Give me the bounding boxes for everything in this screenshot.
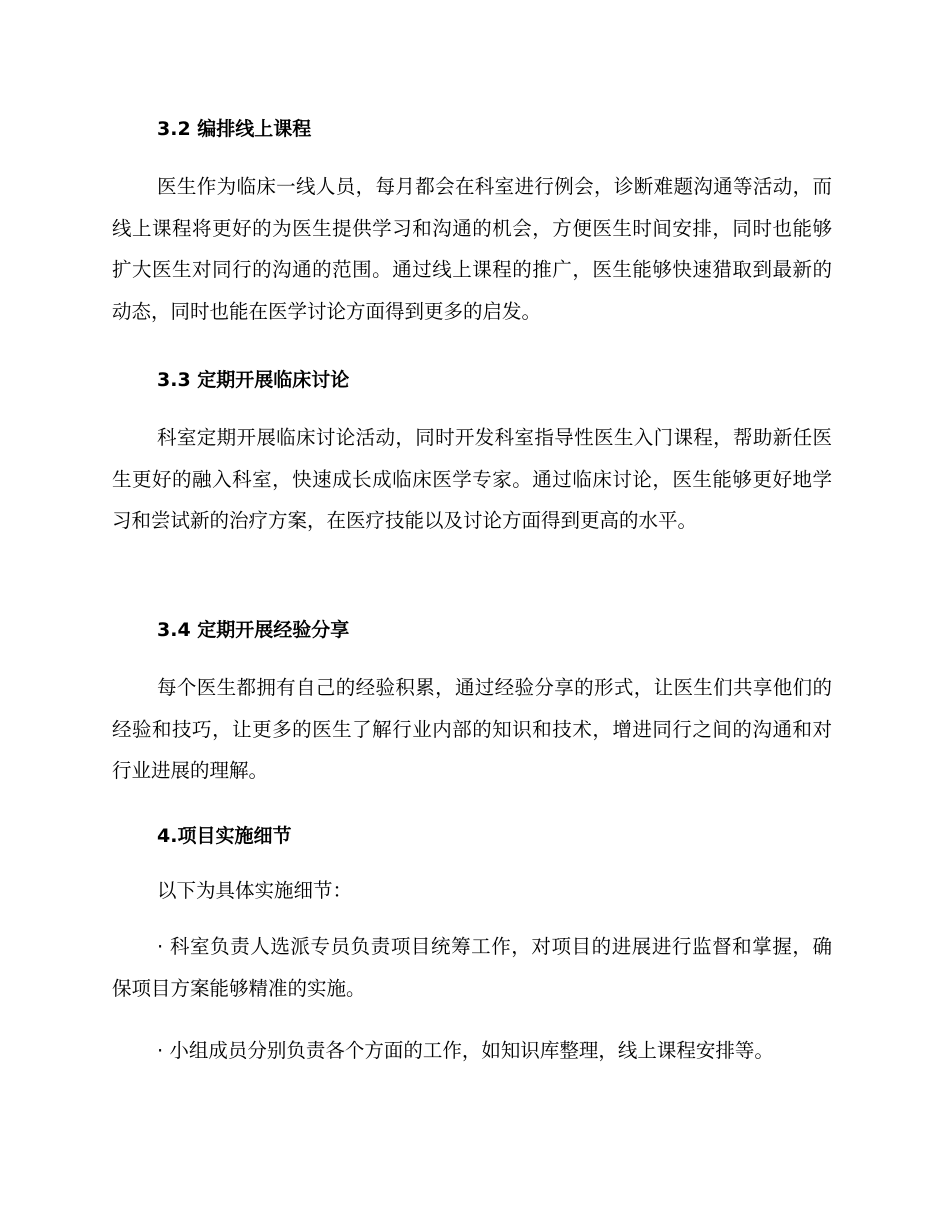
section-heading-4: 4.项目实施细节 <box>157 825 292 847</box>
section-heading-3-2: 3.2 编排线上课程 <box>157 118 312 140</box>
section-paragraph-3-2: 医生作为临床一线人员，每月都会在科室进行例会，诊断难题沟通等活动，而线上课程将更好的为医生提供学习和沟通的机会，方便医生时间安排，同时也能够扩大医生对同行的沟通的范围。通过线上课程的推广，医生能够快速猎取到最新的动态，同时也能在医学讨论方面得到更多的启发。 <box>112 175 832 323</box>
bullet-item-2: · 小组成员分别负责各个方面的工作，如知识库整理，线上课程安排等。 <box>157 1039 774 1062</box>
implementation-intro: 以下为具体实施细节： <box>157 879 353 902</box>
bullet-item-1: · 科室负责人选派专员负责项目统筹工作，对项目的进展进行监督和掌握，确保项目方案能够精准的实施。 <box>112 935 832 1000</box>
section-heading-3-4: 3.4 定期开展经验分享 <box>157 619 350 641</box>
section-heading-3-3: 3.3 定期开展临床讨论 <box>157 369 350 391</box>
section-paragraph-3-3: 科室定期开展临床讨论活动，同时开发科室指导性医生入门课程，帮助新任医生更好的融入科室，快速成长成临床医学专家。通过临床讨论，医生能够更好地学习和尝试新的治疗方案，在医疗技能以及讨论方面得到更高的水平。 <box>112 426 832 532</box>
section-paragraph-3-4: 每个医生都拥有自己的经验积累，通过经验分享的形式，让医生们共享他们的经验和技巧，让更多的医生了解行业内部的知识和技术，增进同行之间的沟通和对行业进展的理解。 <box>112 676 832 782</box>
